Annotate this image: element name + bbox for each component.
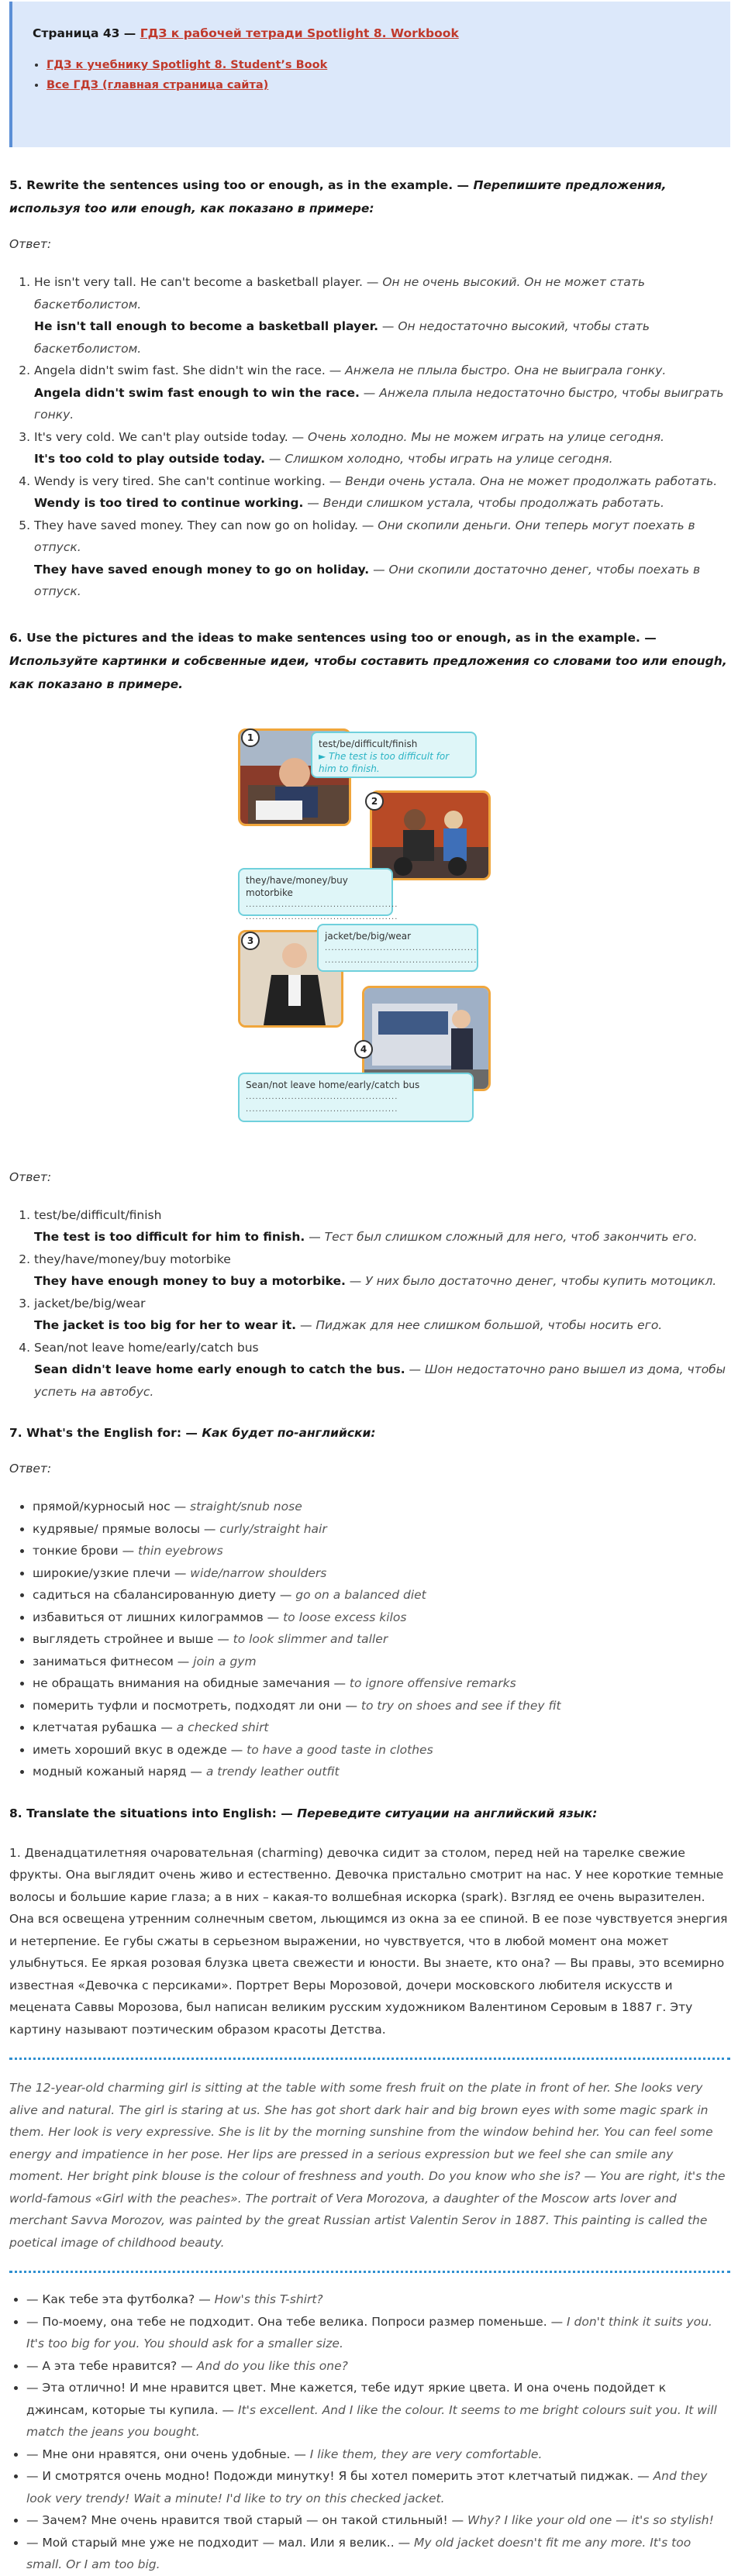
line-english: And do you like this one?: [196, 2358, 348, 2373]
phrase-english: to have a good taste in clothes: [247, 1742, 433, 1757]
answer-english: The test is too difficult for him to finish.: [34, 1230, 305, 1244]
answer-english: The jacket is too big for her to wear it.: [34, 1318, 297, 1332]
answer-russian: Шон недостаточно рано вышел из дома, чтобы успеть на автобус.: [34, 1362, 726, 1399]
task-russian: Они скопили деньги. Они теперь могут поехать в отпуск.: [34, 518, 695, 554]
phrase-russian: не обращать внимания на обидные замечания: [33, 1676, 330, 1690]
prompt-bubble-2: [238, 868, 398, 921]
answer-sentence: The test is too difficult for him to finish. — Тест был слишком сложный для него, чтоб закончить его.: [34, 1230, 698, 1244]
phrase-english: go on a balanced diet: [295, 1588, 426, 1602]
list-item: [47, 79, 713, 91]
picture-number-3: 3: [241, 932, 260, 950]
answer-russian: Они скопили достаточно денег, чтобы поехать в отпуск.: [34, 562, 701, 598]
prompt-bubble-3: [317, 924, 478, 972]
exercise-6-illustration: [238, 727, 502, 1155]
photo-motorbike: [370, 790, 491, 880]
list-item: [34, 1248, 730, 1293]
line-russian: — По-моему, она тебе не подходит. Она тебе велика. Попроси размер поменьше.: [26, 2314, 547, 2329]
phrase-english: a trendy leather outfit: [205, 1765, 340, 1779]
related-links: [33, 59, 713, 91]
dialogue-line: • — Зачем? Мне очень нравится твой старый — он такой стильный! — Why? I like your old one — it's so stylish!: [26, 2509, 730, 2532]
dotted-divider: [9, 2271, 730, 2273]
line-english: Why? I like your old one — it's so stylish!: [467, 2513, 714, 2527]
exercise-7: [9, 1421, 730, 1783]
situation-1-english: The 12-year-old charming girl is sitting at the table with some fresh fruit on the plate in front of her. She looks very alive and natural. The girl is staring at us. She has got short dark hair and big brown eyes with some magic spark in them. Her look is very expressive. She is lit by the morning sunshine from the window behind her. You can feel some energy and impatience in her pose. Her lips are pressed in a serious expression but we feel she can smile any moment. Her bright pink blouse is the colour of freshness and youth. Do you know who she is? — You are right, it's the world-famous «Girl with the peaches». The portrait of Vera Morozova, a daughter of the Moscow arts lover and merchant Savva Morozov, was painted by the great Russian artist Valentin Serov in 1887. This painting is called the poetical image of childhood beauty.: [9, 2081, 726, 2250]
page-title: [33, 26, 713, 40]
picture-number-1: 1: [241, 728, 260, 747]
answer-english: He isn't tall enough to become a basketball player.: [34, 319, 378, 333]
situation-1-russian: 1. Двенадцатилетняя очаровательная (charming) девочка сидит за столом, перед ней на тарелке свежие фрукты. Она выглядит очень живо и естественно. Девочка пристально смотрит на нас. У нее короткие темные волосы и большие карие глаза; а в них – какая-то волшебная искорка (spark). Взгляд ее очень выразителен. Она вся освещена утренним солнечным светом, льющимся из окна за ее спиной. В ее позе чувствуется энергия и нетерпение. Ее губы сжаты в серьезном выражении, но чувствуется, что в любой момент она может улыбнуться. Ее яркая розовая блузка цвета свежести и юности. Вы знаете, кто она? — Вы правы, это всемирно известная «Девочка с персиками». Портрет Веры Морозовой, дочери московского любителя искусств и мецената Саввы Морозова, был написан великим русским художником Валентином Серовым в 1887 г. Эту картину называют поэтическим образом красоты Детства.: [9, 1845, 728, 2037]
answer-english: Angela didn't swim fast enough to win the race.: [34, 385, 360, 400]
task-russian: Венди очень устала. Она не может продолжать работать.: [345, 474, 718, 488]
phrase-english: join a gym: [193, 1654, 257, 1669]
exercise-7-heading: 7. What's the English for: — Как будет по-английски:: [9, 1426, 376, 1440]
line-russian: — Эта отлично! И мне нравится цвет. Мне кажется, тебе идут яркие цвета. И она очень подойдет к джинсам, которые ты купила.: [26, 2381, 667, 2417]
answer-sentence: They have enough money to buy a motorbike. — У них было достаточно денег, чтобы купить мотоцикл.: [34, 1274, 717, 1288]
phrase-english: to ignore offensive remarks: [349, 1676, 516, 1690]
phrase-russian: заниматься фитнесом: [33, 1654, 174, 1669]
list-item: [47, 59, 713, 71]
phrase-english: to look slimmer and taller: [233, 1632, 388, 1646]
students-book-link[interactable]: ГДЗ к учебнику Spotlight 8. Student’s Book: [47, 59, 328, 71]
answer-russian: Венди слишком устала, чтобы продолжать работать.: [322, 496, 664, 510]
page: [0, 2, 738, 2576]
answer-label: Ответ:: [9, 1462, 52, 1476]
task-english: Angela didn't swim fast. She didn't win the race.: [34, 363, 326, 377]
answer-english: They have saved enough money to go on holiday.: [34, 562, 370, 577]
phrase-english: wide/narrow shoulders: [190, 1565, 327, 1580]
task-sentence: 4. Wendy is very tired. She can't continue working. — Венди очень устала. Она не может продолжать работать.: [34, 474, 718, 488]
list-item: • заниматься фитнесом — join a gym: [33, 1651, 730, 1673]
list-item: • клетчатая рубашка — a checked shirt: [33, 1717, 730, 1739]
answer-line: ...............................................: [325, 956, 478, 965]
prompt-3-text: jacket/be/big/wear: [325, 930, 412, 942]
exercise-5-heading: 5. Rewrite the sentences using too or enough, as in the example. — Перепишите предложения, используя too или enough, как показано в примере:: [9, 178, 667, 215]
dialogue-line: • — Эта отлично! И мне нравится цвет. Мне кажется, тебе идут яркие цвета. И она очень подойдет к джинсам, которые ты купила. — It's excellent. And I like the colour. It seems to me bright colours suit you. It will match the jeans you bought.: [26, 2377, 730, 2443]
line-russian: — Как тебе эта футболка?: [26, 2292, 195, 2306]
dialogue-line: • — Мне они нравятся, они очень удобные. — I like them, they are very comfortable.: [26, 2443, 730, 2466]
prompt-bubble-1: [311, 732, 477, 778]
answer-russian: Слишком холодно, чтобы играть на улице сегодня.: [285, 452, 613, 466]
dotted-divider: [9, 2058, 730, 2060]
navigation-box: [9, 2, 730, 147]
line-english: I like them, they are very comfortable.: [309, 2447, 543, 2461]
phrase-russian: клетчатая рубашка: [33, 1720, 157, 1734]
dialogue-line: • — Мой старый мне уже не подходит — мал. Или я велик.. — My old jacket doesn't fit me any more. It's too small. Or I am too big.: [26, 2532, 730, 2576]
answer-sentence: It's too cold to play outside today. — Слишком холодно, чтобы играть на улице сегодня.: [34, 452, 613, 466]
line-english: And they look very trendy! Wait a minute! I'd like to try on this checked jacket.: [26, 2469, 708, 2505]
list-item: [34, 1337, 730, 1403]
list-item: • избавиться от лишних килограммов — to loose excess kilos: [33, 1607, 730, 1629]
phrase-russian: иметь хороший вкус в одежде: [33, 1742, 227, 1757]
exercise-6: [9, 626, 730, 1403]
list-item: [34, 1293, 730, 1337]
list-item: • кудрявые/ прямые волосы — curly/straight hair: [33, 1518, 730, 1541]
motorbike-image: [372, 793, 488, 878]
prompt-1-example: ► The test is too difficult for him to finish.: [319, 750, 450, 774]
answer-sentence: Wendy is too tired to continue working. — Венди слишком устала, чтобы продолжать работать.: [34, 496, 664, 510]
answer-line: ...............................................: [246, 900, 398, 909]
answer-label: Ответ:: [9, 1169, 52, 1184]
workbook-link[interactable]: ГДЗ к рабочей тетради Spotlight 8. Workbook: [140, 26, 459, 40]
line-english: How's this T-shirt?: [214, 2292, 323, 2306]
line-russian: — А эта тебе нравится?: [26, 2358, 178, 2373]
prompt-text: 2. they/have/money/buy motorbike: [34, 1252, 231, 1266]
exercise-5: [9, 174, 730, 603]
phrase-english: to loose excess kilos: [283, 1610, 407, 1624]
prompt-1-text: test/be/difficult/finish: [319, 738, 418, 749]
answer-russian: Анжела плыла недостаточно быстро, чтобы выиграть гонку.: [34, 385, 724, 422]
answer-sentence: Sean didn't leave home early enough to catch the bus. — Шон недостаточно рано вышел из дома, чтобы успеть на автобус.: [34, 1362, 726, 1399]
prompt-text: 4. Sean/not leave home/early/catch bus: [34, 1340, 259, 1355]
exercise-8: [9, 1802, 730, 2576]
list-item: • померить туфли и посмотреть, подходят ли они — to try on shoes and see if they fit: [33, 1695, 730, 1717]
prompt-4-text: Sean/not leave home/early/catch bus: [246, 1079, 420, 1090]
phrase-english: straight/snub nose: [190, 1500, 302, 1514]
line-english: I don't think it suits you. It's too big for you. You should ask for a smaller size.: [26, 2314, 712, 2350]
list-item: • широкие/узкие плечи — wide/narrow shoulders: [33, 1562, 730, 1585]
line-english: It's excellent. And I like the colour. It seems to me bright colours suit you. It will match the jeans you bought.: [26, 2402, 717, 2439]
answer-russian: Тест был слишком сложный для него, чтоб закончить его.: [324, 1230, 698, 1244]
dialogue-list: [9, 2288, 730, 2576]
list-item: • прямой/курносый нос — straight/snub nose: [33, 1496, 730, 1518]
list-item: [34, 360, 730, 426]
all-gdz-link[interactable]: Все ГДЗ (главная страница сайта): [47, 79, 269, 91]
answer-sentence: They have saved enough money to go on holiday. — Они скопили достаточно денег, чтобы поехать в отпуск.: [34, 562, 701, 598]
line-russian: — Мне они нравятся, они очень удобные.: [26, 2447, 291, 2461]
list-item: • выглядеть стройнее и выше — to look slimmer and taller: [33, 1628, 730, 1651]
task-english: He isn't very tall. He can't become a basketball player.: [34, 275, 363, 289]
task-russian: Он не очень высокий. Он не может стать баскетболистом.: [34, 275, 646, 312]
answer-russian: Пиджак для нее слишком большой, чтобы носить его.: [316, 1318, 663, 1332]
answer-english: Sean didn't leave home early enough to catch the bus.: [34, 1362, 405, 1376]
list-item: • садиться на сбалансированную диету — go on a balanced diet: [33, 1584, 730, 1607]
phrase-english: to try on shoes and see if they fit: [360, 1698, 561, 1713]
exercise-7-list: [9, 1496, 730, 1783]
dialogue-line: • — И смотрятся очень модно! Подожди минутку! Я бы хотел померить этот клетчатый пиджак. — And they look very trendy! Wait a minute! I'd like to try on this checked jacket.: [26, 2465, 730, 2509]
line-english: My old jacket doesn't fit me any more. It's too small. Or I am too big.: [26, 2535, 691, 2571]
answer-english: It's too cold to play outside today.: [34, 452, 265, 466]
answer-russian: Он недостаточно высокий, чтобы стать баскетболистом.: [34, 319, 650, 356]
line-russian: — И смотрятся очень модно! Подожди минутку! Я бы хотел померить этот клетчатый пиджак.: [26, 2469, 634, 2483]
dialogue-line: • — А эта тебе нравится? — And do you like this one?: [26, 2355, 730, 2378]
list-item: [34, 515, 730, 603]
task-russian: Анжела не плыла быстро. Она не выиграла гонку.: [345, 363, 667, 377]
task-sentence: 5. They have saved money. They can now go on holiday. — Они скопили деньги. Они теперь могут поехать в отпуск.: [34, 518, 695, 554]
exercise-6-heading: 6. Use the pictures and the ideas to make sentences using too or enough, as in the example. — Используйте картинки и собсвенные идеи, чтобы составить предложения со словами too или enough, как показано в примере.: [9, 630, 727, 691]
list-item: • иметь хороший вкус в одежде — to have a good taste in clothes: [33, 1739, 730, 1762]
answer-sentence: He isn't tall enough to become a basketball player. — Он недостаточно высокий, чтобы стать баскетболистом.: [34, 319, 650, 356]
list-item: [34, 1204, 730, 1248]
answer-russian: У них было достаточно денег, чтобы купить мотоцикл.: [365, 1274, 717, 1288]
task-english: It's very cold. We can't play outside today.: [34, 429, 288, 444]
answer-english: They have enough money to buy a motorbike.: [34, 1274, 346, 1288]
phrase-russian: садиться на сбалансированную диету: [33, 1588, 276, 1602]
phrase-russian: выглядеть стройнее и выше: [33, 1632, 214, 1646]
line-russian: — Мой старый мне уже не подходит — мал. Или я велик..: [26, 2535, 395, 2550]
task-sentence: 1. He isn't very tall. He can't become a basketball player. — Он не очень высокий. Он не может стать баскетболистом.: [34, 275, 646, 312]
phrase-english: thin eyebrows: [138, 1544, 223, 1558]
picture-number-4: 4: [354, 1040, 373, 1059]
phrase-russian: избавиться от лишних килограммов: [33, 1610, 264, 1624]
prompt-text: 1. test/be/difficult/finish: [34, 1207, 162, 1222]
answer-line: ...............................................: [246, 1104, 398, 1114]
answer-sentence: The jacket is too big for her to wear it. — Пиджак для нее слишком большой, чтобы носить его.: [34, 1318, 663, 1332]
answer-line: ...............................................: [246, 912, 398, 921]
answer-line: ...............................................: [325, 943, 478, 952]
task-sentence: 3. It's very cold. We can't play outside today. — Очень холодно. Мы не можем играть на улице сегодня.: [34, 429, 664, 444]
list-item: [34, 426, 730, 470]
answer-label: Ответ:: [9, 237, 52, 251]
prompt-bubble-4: [238, 1073, 474, 1122]
phrase-russian: кудрявые/ прямые волосы: [33, 1521, 200, 1536]
exercise-5-list: [9, 271, 730, 603]
task-english: They have saved money. They can now go on holiday.: [34, 518, 358, 532]
task-sentence: 2. Angela didn't swim fast. She didn't win the race. — Анжела не плыла быстро. Она не выиграла гонку.: [34, 363, 667, 377]
prompt-text: 3. jacket/be/big/wear: [34, 1296, 146, 1310]
task-russian: Очень холодно. Мы не можем играть на улице сегодня.: [308, 429, 664, 444]
list-item: • тонкие брови — thin eyebrows: [33, 1540, 730, 1562]
phrase-russian: широкие/узкие плечи: [33, 1565, 171, 1580]
exercise-8-heading: 8. Translate the situations into English: — Переведите ситуации на английский язык:: [9, 1806, 598, 1820]
phrase-russian: прямой/курносый нос: [33, 1500, 171, 1514]
prompt-2-text: they/have/money/buy motorbike: [246, 874, 348, 898]
phrase-russian: померить туфли и посмотреть, подходят ли они: [33, 1698, 342, 1713]
dialogue-line: • — Как тебе эта футболка? — How's this T-shirt?: [26, 2288, 730, 2311]
dialogue-line: • — По-моему, она тебе не подходит. Она тебе велика. Попроси размер поменьше. — I don't think it suits you. It's too big for you. You should ask for a smaller size.: [26, 2311, 730, 2355]
phrase-russian: тонкие брови: [33, 1544, 119, 1558]
line-russian: — Зачем? Мне очень нравится твой старый — он такой стильный!: [26, 2513, 448, 2527]
answer-line: ...............................................: [246, 1092, 398, 1101]
phrase-english: curly/straight hair: [219, 1521, 327, 1536]
exercise-6-list: [9, 1204, 730, 1403]
answer-sentence: Angela didn't swim fast enough to win the race. — Анжела плыла недостаточно быстро, чтобы выиграть гонку.: [34, 385, 724, 422]
list-item: • не обращать внимания на обидные замечания — to ignore offensive remarks: [33, 1672, 730, 1695]
list-item: [34, 271, 730, 360]
answer-english: Wendy is too tired to continue working.: [34, 496, 304, 510]
task-english: Wendy is very tired. She can't continue working.: [34, 474, 326, 488]
picture-number-2: 2: [365, 792, 384, 811]
list-item: • модный кожаный наряд — a trendy leather outfit: [33, 1761, 730, 1783]
phrase-english: a checked shirt: [176, 1720, 269, 1734]
list-item: [34, 470, 730, 515]
page-title-text: Страница 43 —: [33, 26, 136, 40]
phrase-russian: модный кожаный наряд: [33, 1765, 187, 1779]
